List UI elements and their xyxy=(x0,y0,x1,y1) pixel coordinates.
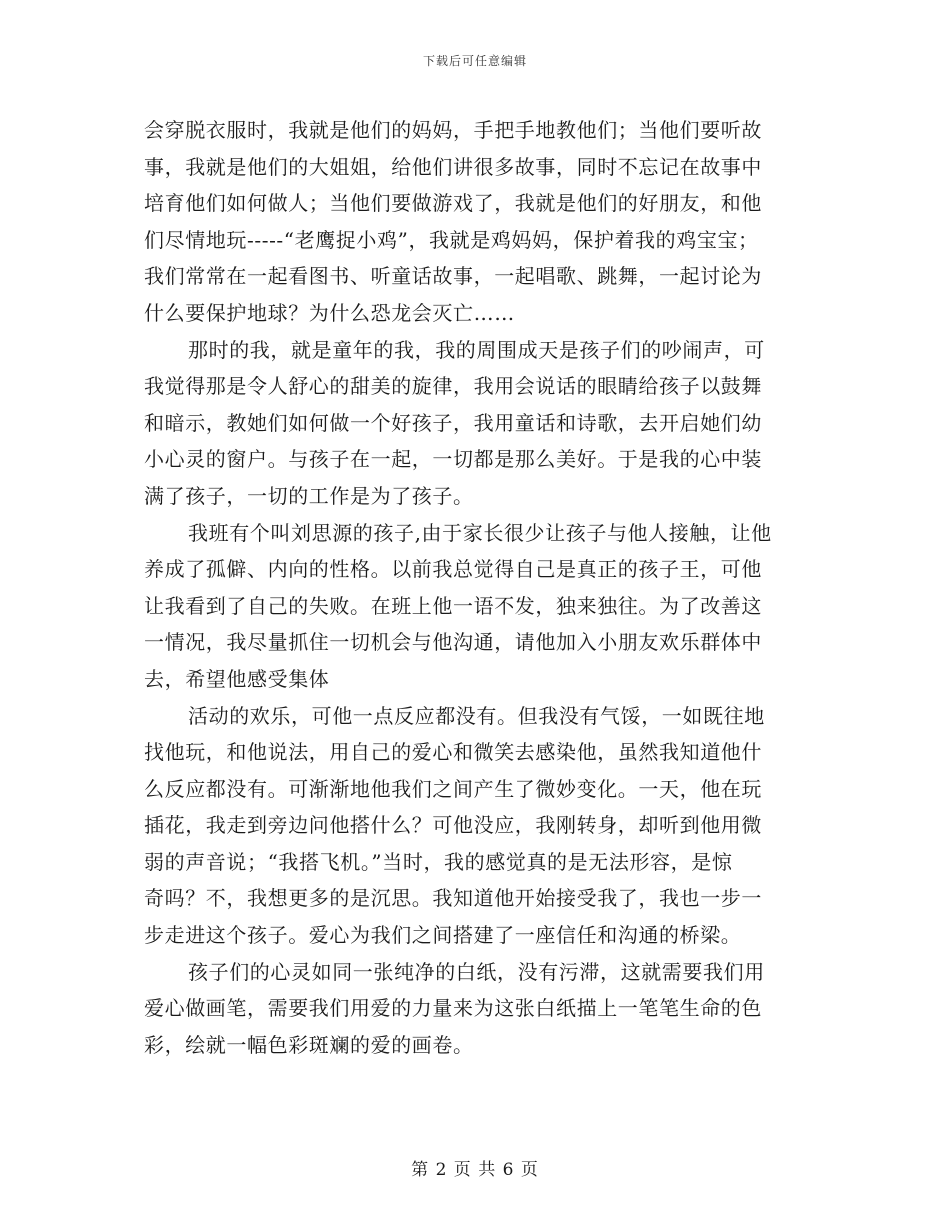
text-line: 彩，绘就一幅色彩斑斓的爱的画卷。 xyxy=(144,1032,474,1057)
page-header: 下载后可任意编辑 xyxy=(422,54,527,68)
text-line: 让我看到了自己的失败。在班上他一语不发，独来独往。为了改善这 xyxy=(144,593,762,618)
paragraph-first-line: 孩子们的心灵如同一张纯净的白纸，没有污滞，这就需要我们用 xyxy=(188,959,765,984)
text-line: 步走进这个孩子。爱心为我们之间搭建了一座信任和沟通的桥梁。 xyxy=(144,923,742,948)
paragraph-first-line: 那时的我，就是童年的我，我的周围成天是孩子们的吵闹声，可 xyxy=(188,337,765,362)
text-line: 事，我就是他们的大姐姐，给他们讲很多故事，同时不忘记在故事中 xyxy=(144,154,762,179)
paragraph-first-line: 活动的欢乐，可他一点反应都没有。但我没有气馁，一如既往地 xyxy=(188,703,765,728)
text-line: 们尽情地玩-----“老鹰捉小鸡”，我就是鸡妈妈，保护着我的鸡宝宝； xyxy=(144,227,759,252)
paragraph-first-line: 我班有个叫刘思源的孩子,由于家长很少让孩子与他人接触，让他 xyxy=(188,520,772,545)
text-line: 插花，我走到旁边问他搭什么？可他没应，我刚转身，却听到他用微 xyxy=(144,813,762,838)
text-line: 满了孩子，一切的工作是为了孩子。 xyxy=(144,483,474,508)
text-line: 小心灵的窗户。与孩子在一起，一切都是那么美好。于是我的心中装 xyxy=(144,447,762,472)
text-line: 我觉得那是令人舒心的甜美的旋律，我用会说话的眼睛给孩子以鼓舞 xyxy=(144,374,762,399)
text-line: 爱心做画笔，需要我们用爱的力量来为这张白纸描上一笔笔生命的色 xyxy=(144,996,762,1021)
page-number-footer: 第 2 页 共 6 页 xyxy=(411,1160,539,1180)
document-body xyxy=(144,112,806,1063)
text-line: 去，希望他感受集体 xyxy=(144,666,330,691)
text-line: 和暗示，教她们如何做一个好孩子，我用童话和诗歌，去开启她们幼 xyxy=(144,410,762,435)
text-line: 养成了孤僻、内向的性格。以前我总觉得自己是真正的孩子王，可他 xyxy=(144,557,762,582)
text-line: 找他玩，和他说法，用自己的爱心和微笑去感染他，虽然我知道他什 xyxy=(144,740,762,765)
text-line: 弱的声音说；“我搭飞机。”当时，我的感觉真的是无法形容，是惊 xyxy=(144,849,733,874)
text-line: 会穿脱衣服时，我就是他们的妈妈，手把手地教他们；当他们要听故 xyxy=(144,118,762,142)
text-line: 么反应都没有。可渐渐地他我们之间产生了微妙变化。一天，他在玩 xyxy=(144,776,762,801)
text-line: 我们常常在一起看图书、听童话故事，一起唱歌、跳舞，一起讨论为 xyxy=(144,264,762,289)
text-line: 一情况，我尽量抓住一切机会与他沟通，请他加入小朋友欢乐群体中 xyxy=(144,630,762,655)
text-line: 培育他们如何做人；当他们要做游戏了，我就是他们的好朋友，和他 xyxy=(144,191,762,216)
text-line: 什么要保护地球？为什么恐龙会灭亡…… xyxy=(144,300,515,325)
text-line: 奇吗？不，我想更多的是沉思。我知道他开始接受我了，我也一步一 xyxy=(144,886,762,911)
